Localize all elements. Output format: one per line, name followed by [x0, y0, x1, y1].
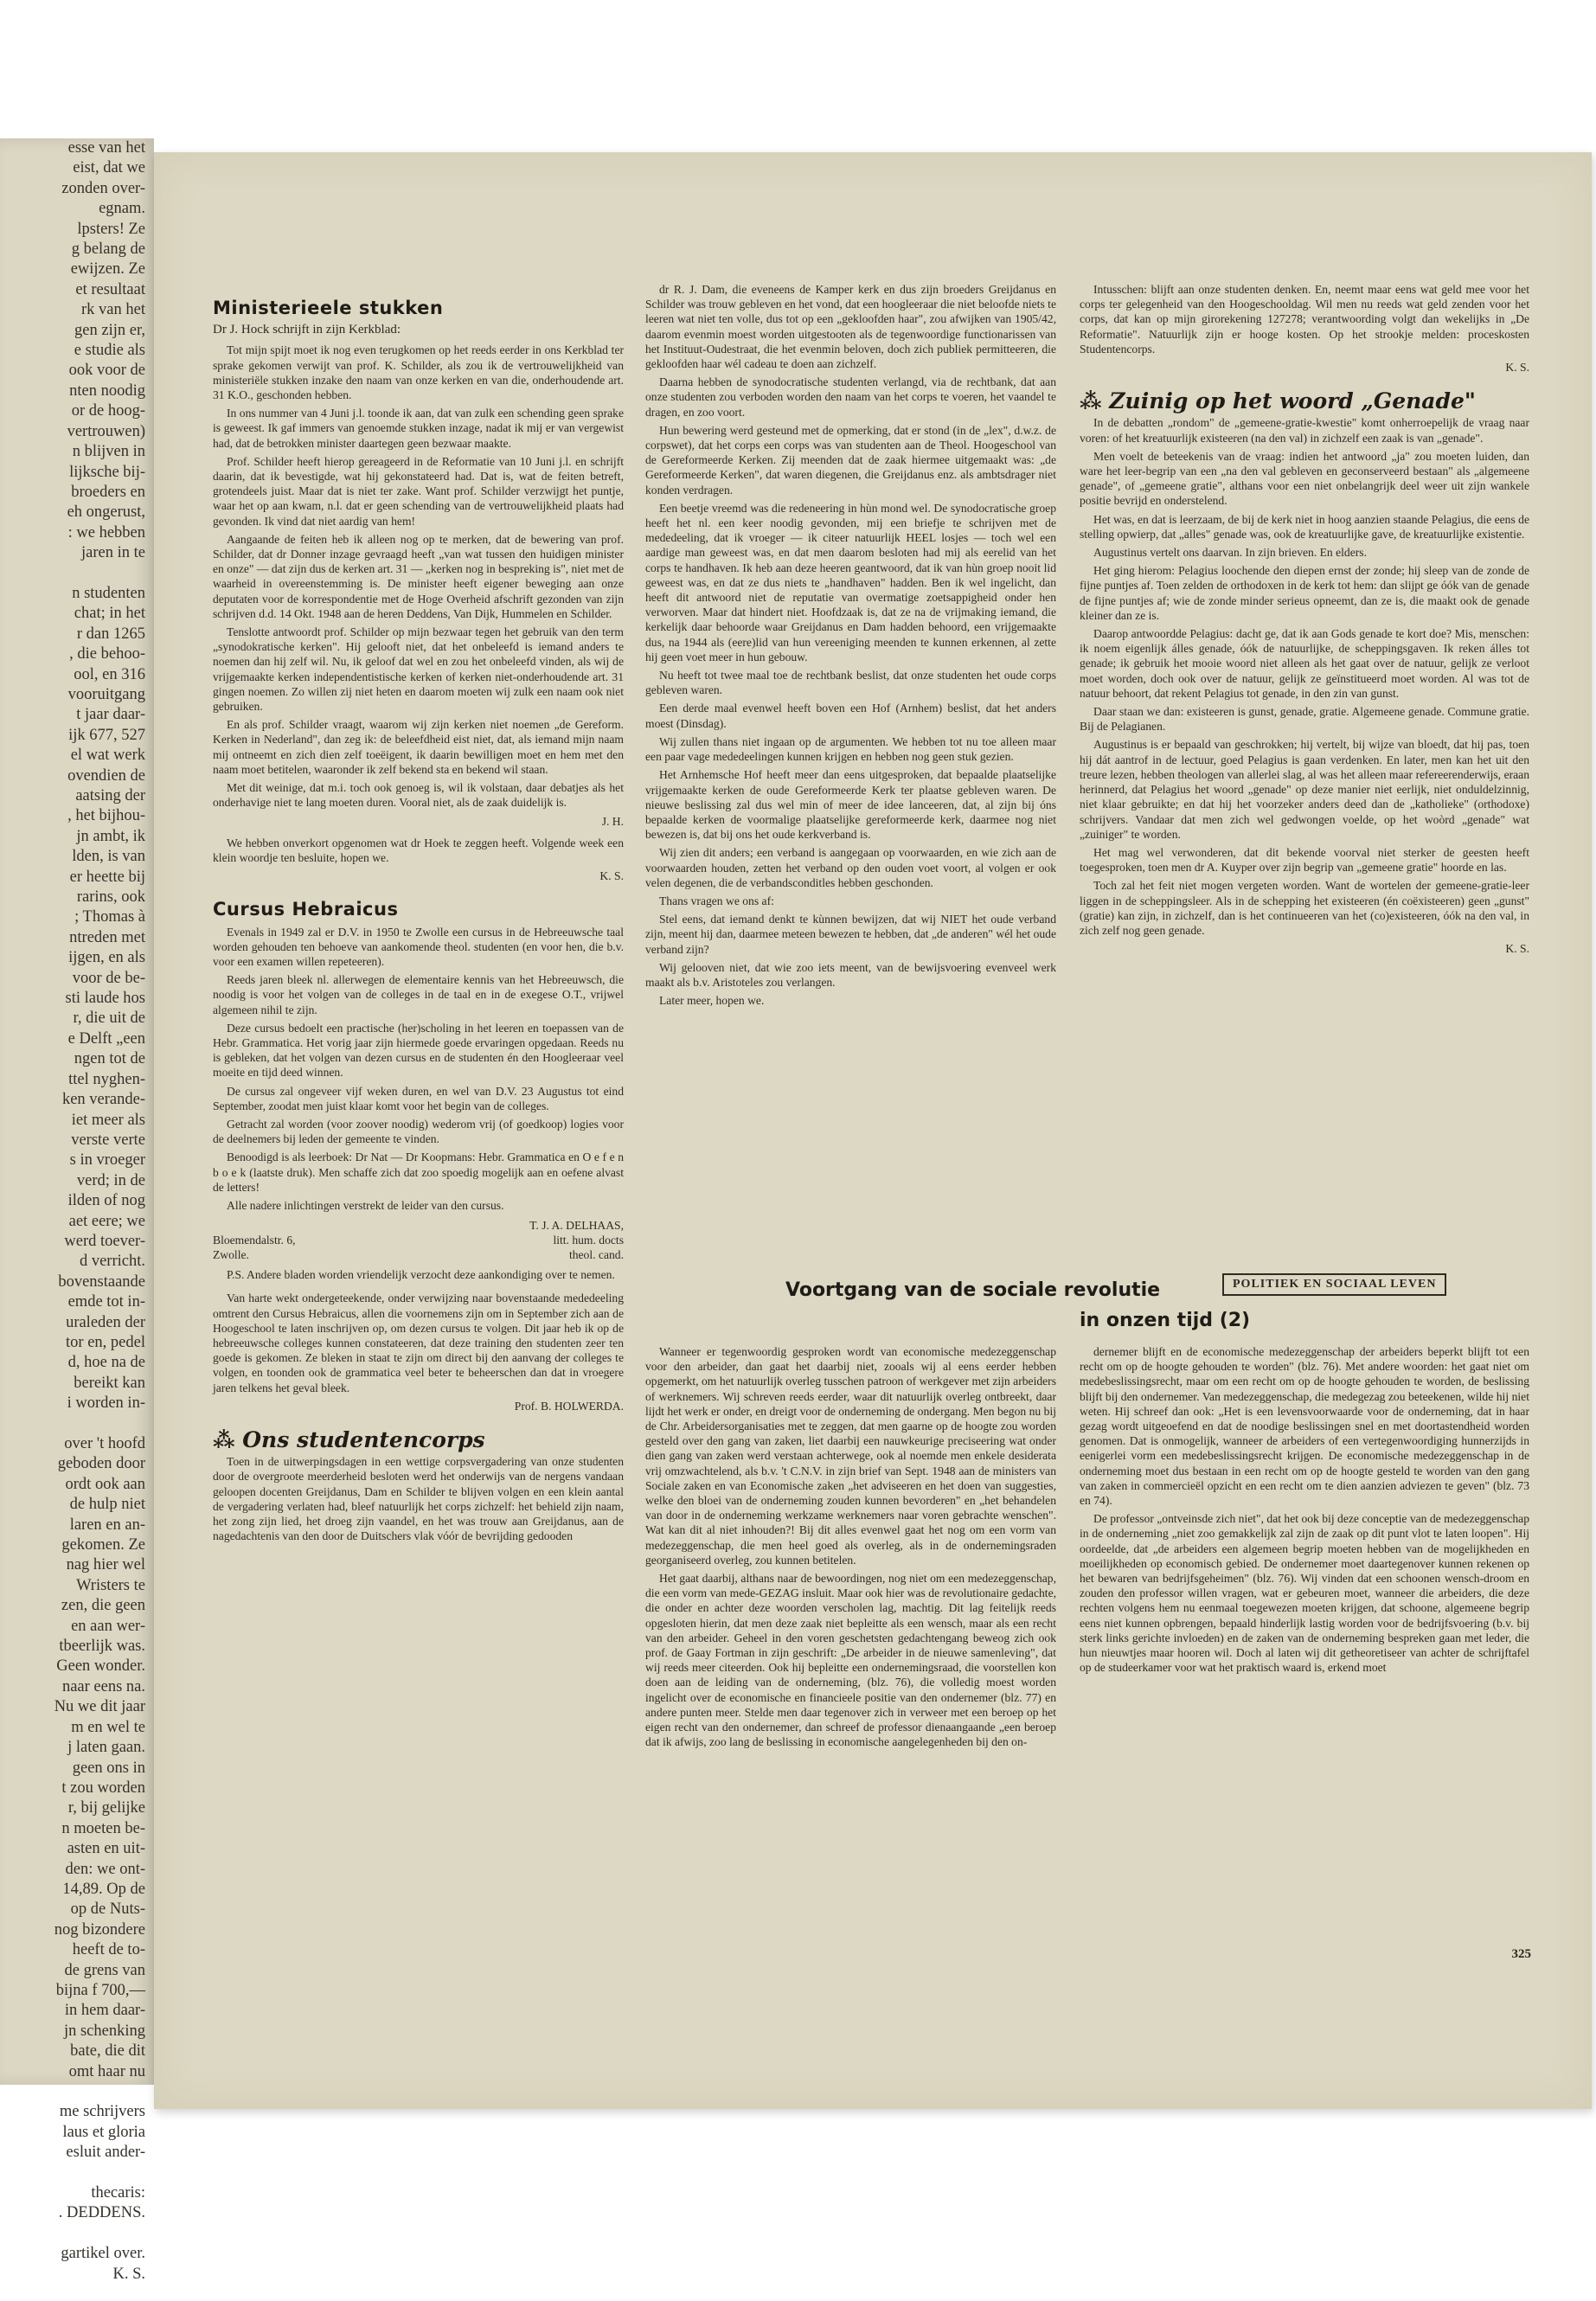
previous-page-line: voor de be-: [72, 969, 145, 987]
paragraph: Hun bewering werd gesteund met de opmerking, dat er stond (in de „lex", d.w.z. de corpswet), dat het corps een corps was van studenten aan de Theol. Hoogeschool van de Gereformeerde Kerken. Zij meenden dat de zaak hiermee uitgemaakt was: „de Gereformeerde Kerken", dat waren diegenen, die Greijdanus enz. als ambtsdrager niet konden verdragen.: [645, 423, 1056, 497]
paragraph: Het ging hierom: Pelagius loochende den diepen ernst der zonde; hij sleep van de zonde de fijne puntjes af. Toen zelden de orthodoxen in de kerk tot hem: dan slijpt ge óók van de genade de fijne puntjes af; wie de zonde minder serieus opneemt, dan ze is, die maakt ook de genade kleiner dan ze is.: [1080, 564, 1529, 622]
previous-page-line: , die behoo-: [69, 645, 145, 663]
article-title-hebraicus: Cursus Hebraicus: [213, 899, 399, 920]
paragraph: Augustinus vertelt ons daarvan. In zijn brieven. En elders.: [1093, 546, 1367, 560]
previous-page-line: ken verande-: [61, 1091, 145, 1109]
section-title-line2: in onzen tijd (2): [1080, 1310, 1251, 1331]
previous-page-line: Geen wonder.: [56, 1657, 145, 1676]
signature-address: Bloemendalstr. 6,: [213, 1234, 296, 1247]
previous-page-line: bovenstaande: [58, 1272, 145, 1291]
previous-page-line: ijk 677, 527: [68, 726, 145, 744]
previous-page-line: tor en, pedel: [66, 1333, 145, 1351]
paragraph: Wanneer er tegenwoordig gesproken wordt van economische medezeggenschap voor den arbeider, dan gaat het daarbij niet, zooals wij al eens eerder hebben opgemerkt, om het natuurlijk overleg tusschen patroon of werkgever met zijn arbeiders of werknemers. Wij schreven reeds eerder, waar dit natuurlijk overleg ontbreekt, daar lijdt het werk er onder, en dreigt voor de onderneming de ondergang. Men begon nu bij de Chr. Arbeidersorganisaties met te zeggen, dat men gaarne op de hoogte zou worden gesteld over den gang van zaken, liet daarbij een nauwkeurige preciseering wat onder dien gang van zaken werd verstaan achterwege, ook al noemde men enkele desiderata vrij omzwachtelend, als b.v. 't C.N.V. in zijn brief van Sept. 1948 aan de ministers van Sociale zaken en van Economische zaken „het adviseeren en het doen van suggesties, welke den bloei van de onderneming zouden kunnen bevorderen" en „het behandelen van door in de onderneming werkzame werknemers naar voren gebrachte wenschen". Wat kan dit al niet inhouden?! Bij dit alles evenwel gaat het nog om een vorm van medezeggenschap, die men heel goed als overleg, als in de ondernemingsraden georganiseerd overleg, zou kunnen betitelen.: [645, 1345, 1056, 1567]
signature-name: T. J. A. DELHAAS,: [529, 1219, 624, 1233]
previous-page-line: thecaris:: [91, 2184, 145, 2202]
previous-page-line: lden, is van: [72, 848, 145, 866]
previous-page-line: K. S.: [112, 2265, 145, 2283]
previous-page-line: verste verte: [71, 1131, 145, 1149]
asterism-icon: ⁂: [1080, 388, 1110, 414]
previous-page-line: nag hier wel: [66, 1556, 145, 1574]
previous-page-line: vertrouwen): [67, 422, 145, 440]
article-body: [213, 343, 624, 810]
paragraph: Het Arnhemsche Hof heeft meer dan eens uitgesproken, dat bepaalde plaatselijke vrijgemaakte kerken de oude Gereformeerde Kerk ter plaatse gebleven waren. De nieuwe beslissing zal dus wel min of meer de idee lanceeren, dat, al zijn bij óns bepaalde kerken de voormalige plaatselijke gereformeerde kerk, daarmee nog niet bewezen is, dat bij ons het oude kerkverband is.: [645, 768, 1056, 842]
previous-page-line: [0, 2224, 154, 2244]
paragraph: Aangaande de feiten heb ik alleen nog op te merken, dat de bewering van prof. Schilder, dat dr Donner inzage gevraagd heeft „van wat tussen den huidigen minister en onze" — dat zijn dus de kerken art. 31 — „kerken nog in bespreking is", niet met de waarheid in overeenstemming is. De minister heeft eigener beweging aan onze deputaten voor de korrespondentie met de Hoge Overheid afschrift gezonden van zijn schrijven d.d. 14 Okt. 1948 aan de heren Deddens, Van Dijk, Hummelen en Schilder.: [213, 532, 624, 620]
previous-page-line: laren en an-: [69, 1516, 145, 1534]
previous-page-edge: [0, 138, 154, 2283]
previous-page-line: n studenten: [72, 584, 145, 602]
previous-page-line: ewijzen. Ze: [70, 260, 145, 279]
previous-page-line: egnam.: [99, 200, 145, 218]
paragraph: Een beetje vreemd was die redeneering in hùn mond wel. De synodocratische groep heeft het nl. een keer noodig gevonden, mij een briefje te schrijven met de mededeeling, dat ik vroeger — ik citeer natuurlijk HEEL losjes — toch wel een aardige man geweest was, en dat men daarom besloten had mij als eerelid van het corps te handhaven. Ik heb aan deze heeren geantwoord, dat ik van hùn groep nooit lid geweest was, en dat ze dus niets te „handhaven" hadden. Ben ik wel ingelicht, dan heeft dit antwoord niet de reputatie van overmatige zoetsappigheid onder hen verworven. Maar dat hindert niet. Hoofdzaak is, dat ze na de vrijmaking iemand, die kerkelijk daar behoorde waar Greijdanus en Dam hadden behoord, een vrijgemaakte dus, na 1944 als (eere)lid van hun vereeniging meenden te kunnen erkennen, al zette hij geen voet meer in hun gebouw.: [645, 501, 1056, 663]
previous-page-line: [0, 564, 154, 584]
newspaper-page: [154, 152, 1592, 2109]
previous-page-line: asten en uit-: [67, 1840, 145, 1858]
section-rubric-box: POLITIEK EN SOCIAAL LEVEN: [1222, 1273, 1446, 1296]
previous-page-line: eist, dat we: [73, 159, 145, 177]
paragraph: De professor „ontveinsde zich niet", dat het ook bij deze conceptie van de medezeggenschap in de onderneming „niet zoo gemakkelijk zal zijn de zaak op dit punt vlot te laten loopen". Hij oordeelde, dat „de arbeiders een algemeen begrip moeten hebben van de mogelijkheden en moeilijkheden op economisch gebied. De ondernemer moet daartegenover kunnen rekenen op het bewaren van bedrijfsgeheimen" (blz. 76). Wij vinden dat een schoonen wensch-droom en zouden den professor willen vragen, wat er gebeuren moet, wanneer die arbeiders, die deze rechten volgens hem nu eenmaal toegewezen moeten krijgen, dat schoone, algemeene begrip eens niet kunnen opbrengen, bepaald hinderlijk lastig worden voor de bedrijfsvoering (b.v. bij sterk links gerichte invloeden) en de zaken van de onderneming bespreken gaan met leder, die hun nieuwtjes maar hooren wil. Doch al laten wij dit getheoretiseer van achter de schrijftafel op de studeerkamer voor wat het praktisch waard is, erkend moet: [1080, 1512, 1529, 1675]
signature-city: Zwolle.: [213, 1248, 249, 1262]
previous-page-line: sti laude hos: [65, 990, 145, 1008]
previous-page-line: tbeerlijk was.: [59, 1638, 145, 1656]
paragraph: dr R. J. Dam, die eveneens de Kamper kerk en dus zijn broeders Greijdanus en Schilder was trouw gebleven en het vond, dat een hoogleeraar die niet beloofde niets te leeren wat niet ten volle, dus tot op een „gekloofden haar", zou afwijken van 1905/42, daarom evenmin moest worden uitgestooten als de tegenwoordige functionarissen van het Instituut-Oudestraat, die het evenmin beloven, doch zich publiek permitteeren, die gekloofden haar wél cadeau te doen aan zichzelf.: [645, 283, 1056, 371]
previous-page-line: t zou worden: [61, 1779, 145, 1797]
asterism-icon: ⁂: [213, 1427, 243, 1452]
paragraph: Het was, en dat is leerzaam, de bij de kerk niet in hoog aanzien staande Pelagius, die eens de stelling opwierp, dat „alles" genade was, ook de kreatuurlijke gave, de kreatuurlijke existentie.: [1080, 512, 1529, 541]
paragraph: En als prof. Schilder vraagt, waarom wij zijn kerken niet noemen „de Gereform. Kerken in Nederland", dan zeg ik: de beleefdheid eist niet, dat, als iemand mijn naam mij ontneemt en zich dien zelf toeëigent, ik daarin bewilligen moet en hem met den naam moet betitelen, waaronder ik zelf bekend sta en bekend wil staan.: [213, 718, 624, 776]
previous-page-line: esse van het: [67, 139, 145, 157]
previous-page-line: ovendien de: [67, 766, 145, 785]
previous-page-line: ilden of nog: [67, 1192, 145, 1210]
previous-page-line: Nu we dit jaar: [54, 1698, 145, 1716]
paragraph: Het mag wel verwonderen, dat dit bekende voorval niet sterker de geesten heeft toegesproken, toen men dr A. Kuyper over zijn begrip van „gemeene gratie" hoorde en las.: [1080, 845, 1529, 875]
previous-page-line: rk van het: [81, 301, 145, 319]
previous-page-line: broeders en: [71, 483, 145, 501]
previous-page-line: e Delft „een: [67, 1029, 145, 1048]
previous-page-line: lpsters! Ze: [77, 220, 145, 238]
previous-page-line: uraleden der: [66, 1313, 145, 1331]
previous-page-line: zonden over-: [61, 179, 145, 197]
article-title-ministerieele: Ministerieele stukken: [213, 298, 444, 318]
previous-page-line: de grens van: [64, 1961, 145, 1979]
signoff: K. S.: [1505, 361, 1529, 375]
editor-note: We hebben onverkort opgenomen wat dr Hoek te zeggen heeft. Volgende week een klein woordje ten besluite, hopen we.: [213, 836, 624, 864]
previous-page-line: omt haar nu: [68, 2062, 145, 2080]
previous-page-line: d verricht.: [79, 1253, 145, 1271]
previous-page-line: i worden in-: [67, 1394, 145, 1413]
previous-page-line: verd; in de: [76, 1171, 145, 1189]
article-body-social-left: [645, 1344, 1056, 1753]
signature-title: theol. cand.: [568, 1248, 624, 1262]
previous-page-line: et resultaat: [75, 280, 145, 298]
previous-page-line: esluit ander-: [66, 2144, 145, 2162]
previous-page-line: ool, en 316: [74, 665, 145, 683]
paragraph: Toen in de uitwerpingsdagen in een wettige corpsvergadering van onze studenten door de overgroote meerderheid besloten werd het onderwijs van de nergens vandaan geloopen docenten Greijdanus, Dam en Schilder te blijven volgen en een klein aantal de vergadering verlaten had, bleef natuurlijk het corps zichzelf: het behield zijn naam, het zong zijn lied, het droeg zijn vaandel, en het was trouw aan Greijdanus, aan de nagedachtenis van den door de Duitschers vlak vóór de bevrijding gedooden: [213, 1455, 624, 1543]
signoff: Prof. B. HOLWERDA.: [514, 1399, 624, 1413]
previous-page-line: Wristers te: [76, 1576, 145, 1594]
previous-page-line: ; Thomas à: [74, 908, 145, 926]
previous-page-line: t jaar daar-: [76, 706, 145, 724]
previous-page-line: en aan wer-: [71, 1617, 145, 1635]
previous-page-line: ook voor de: [68, 362, 145, 380]
paragraph: Alle nadere inlichtingen verstrekt de leider van den cursus.: [227, 1198, 504, 1212]
column-right: [1080, 282, 1529, 963]
paragraph: Benoodigd is als leerboek: Dr Nat — Dr Koopmans: Hebr. Grammatica en O e f e n b o e k (laatste druk). Men schaffe zich dat zoo spoedig mogelijk aan en oefene alvast de letters!: [213, 1150, 624, 1194]
paragraph: Men voelt de beteekenis van de vraag: indien het antwoord „ja" zou moeten luiden, dan ware het leer-begrip van een „na den val gebleven en geconserveerd bestaan" als „algemeene genade", of „gemeene gratie", althans voor een niet onbelangrijk deel weer uit zijn wankele positie bevrijd en onderstelend.: [1080, 449, 1529, 508]
previous-page-line: chat; in het: [74, 605, 145, 623]
paragraph: Wij zullen thans niet ingaan op de argumenten. We hebben tot nu toe alleen maar een paar vage mededeelingen kunnen krijgen en hebben nog geen stuk gezien.: [645, 734, 1056, 764]
signature-title: litt. hum. docts: [553, 1234, 624, 1247]
previous-page-line: gekomen. Ze: [61, 1536, 145, 1554]
paragraph: Getracht zal worden (voor zoover noodig) wederom vrij (of goedkoop) logies voor de deelnemers bij leden der gemeente te vinden.: [213, 1117, 624, 1146]
paragraph: Intusschen: blijft aan onze studenten denken. En, neemt maar eens wat geld mee voor het corps ter gelegenheid van den Hoogeschooldag. Wil men nu reeds wat geld zenden voor het corps, dat kan op mijn girorekening 127278; verantwoording volgt dan wekelijks in „De Reformatie". Natuurlijk zijn er hooge kosten. Op het strookje melden: proceskosten Studentencorps.: [1080, 283, 1529, 356]
previous-page-line: ngen tot de: [74, 1050, 145, 1068]
paragraph: De cursus zal ongeveer vijf weken duren, en wel van D.V. 23 Augustus tot eind September, zoodat men juist klaar komt voor het begin van de colleges.: [213, 1084, 624, 1112]
paragraph: Prof. Schilder heeft hierop gereageerd in de Reformatie van 10 Juni j.l. en schrijft daarin, dat ik bevestigde, wat hij gekonstateerd had. Dat is, wat de feiten betreft, grotendeels juist. Maar dat is niet ter zake. Want prof. Schilder verzwijgt het puntje, waar het op aan kwam, n.l. dat er geen schending van de vertrouwelijkheid plaats had gevonden. Ik vind dat niet aardig van hem!: [213, 454, 624, 528]
column-left: [213, 282, 624, 1547]
paragraph: Tot mijn spijt moet ik nog even terugkomen op het reeds eerder in ons Kerkblad ter sprake gekomen verwijt van prof. K. Schilder, als zou ik de vertrouwelijkheid van ministeriële stukken inzake den naam van onze kerken en van die, onderhoudende art. 31 K.O., geschonden hebben.: [213, 343, 624, 402]
previous-page-line: gartikel over.: [61, 2245, 145, 2263]
previous-page-line: r, bij gelijke: [67, 1799, 145, 1817]
paragraph: Evenals in 1949 zal er D.V. in 1950 te Zwolle een cursus in de Hebreeuwsche taal worden gehouden ten behoeve van aankomende theol. studenten (en voor hen, die b.v. voor een examen willen repeteeren).: [213, 925, 624, 968]
previous-page-line: . DEDDENS.: [58, 2204, 145, 2222]
previous-page-line: lijksche bij-: [69, 463, 145, 481]
signature-block: [213, 1218, 624, 1262]
previous-page-line: aet eere; we: [68, 1212, 145, 1230]
postscript: P.S. Andere bladen worden vriendelijk verzocht deze aankondiging over te nemen.: [227, 1268, 615, 1282]
paragraph: In de debatten „rondom" de „gemeene-gratie-kwestie" komt onherroepelijk de vraag naar voren: of het kreatuurlijk existeeren (na den val) in zichzelf een zaak is van „genade".: [1080, 416, 1529, 445]
previous-page-line: ttel nyghen-: [68, 1070, 145, 1088]
paragraph: Thans vragen we ons af:: [659, 894, 774, 907]
previous-page-line: eh ongerust,: [67, 503, 145, 522]
previous-page-line: emde tot in-: [67, 1293, 145, 1311]
previous-page-line: m en wel te: [71, 1718, 145, 1736]
previous-page-line: aatsing der: [75, 787, 145, 804]
article-title-studentencorps: ⁂ Ons studentencorps: [213, 1427, 485, 1452]
previous-page-line: j laten gaan.: [67, 1739, 145, 1757]
previous-page-line: 14,89. Op de: [62, 1880, 145, 1898]
previous-page-line: bereikt kan: [74, 1374, 145, 1392]
previous-page-line: geen ons in: [72, 1759, 145, 1777]
previous-page-line: n moeten be-: [61, 1819, 145, 1837]
previous-page-line: r, die uit de: [73, 1009, 145, 1028]
paragraph: Daar staan we dan: existeeren is gunst, genade, gratie. Algemeene genade. Commune gratie. Bij de Pelagianen.: [1080, 705, 1529, 734]
previous-page-line: [0, 2163, 154, 2183]
section-title-line1: Voortgang van de sociale revolutie: [785, 1279, 1161, 1301]
previous-page-line: r dan 1265: [76, 625, 145, 643]
signoff: K. S.: [599, 869, 624, 883]
column-middle: [645, 282, 1056, 1011]
previous-page-line: jn ambt, ik: [76, 827, 145, 845]
signoff: K. S.: [1505, 942, 1529, 956]
previous-page-line: naar eens na.: [61, 1677, 145, 1695]
previous-page-line: nten noodig: [69, 381, 145, 400]
paragraph: Later meer, hopen we.: [659, 994, 765, 1008]
previous-page-line: nog bizondere: [54, 1920, 145, 1939]
previous-page-line: over 't hoofd: [64, 1435, 145, 1452]
paragraph: Het gaat daarbij, althans naar de bewoordingen, nog niet om een medezeggenschap, die een vorm van mede-GEZAG insluit. Maar ook hier was de revolutionaire gedachte, die onder en achter deze woorden verscholen lag, machtig. Dit lag feitelijk reeds opgesloten hierin, dat men deze zaak niet bepleitte als een wensch, maar als een recht van den arbeider. Geheel in den voren geschetsten gedachtengang beweog zich ook prof. de Gaay Fortman in zijn geschrift: „De arbeider in de nieuwe samenleving", dat wij reeds meer citeerden. Ook hij bepleitte een ondernemingsraad, die voorstellen kon doen aan de leiding van de onderneming, (blz. 76), die volledig moest worden ingelicht over de economische en financieele positie van den ondernemer (blz. 77) en andere punten meer. Stelde men daar tegenover zich in verweer met een beroep op het eigen recht van den ondernemer, dan schreef de professor dienaangaande „een beroep dat ik afwijs, zoo lang de beslissing in economische aangelegenheden bij den on-: [645, 1572, 1056, 1749]
previous-page-line: g belang de: [71, 240, 145, 259]
previous-page-line: op de Nuts-: [70, 1900, 145, 1919]
previous-page-line: : we hebben: [67, 523, 145, 542]
previous-page-line: zen, die geen: [61, 1597, 145, 1615]
previous-page-line: n blijven in: [72, 443, 145, 461]
previous-page-line: ordt ook aan: [65, 1475, 145, 1493]
previous-page-line: d, hoe na de: [67, 1354, 145, 1372]
paragraph: Daarna hebben de synodocratische studenten verlangd, via de rechtbank, dat aan onze studenten zou verboden worden den naam van het corps te voeren, het vaandel te dragen, en zoo voort.: [645, 375, 1056, 419]
article-body: [1080, 415, 1529, 938]
paragraph: Een derde maal evenwel heeft boven een Hof (Arnhem) beslist, dat het anders moest (Dinsdag).: [645, 702, 1056, 730]
previous-page-line: er heette bij: [69, 868, 145, 886]
paragraph: Nu heeft tot twee maal toe de rechtbank beslist, dat onze studenten het oude corps gebleven waren.: [645, 669, 1056, 697]
article-body: [645, 282, 1056, 1008]
previous-page-line: den: we ont-: [65, 1860, 145, 1878]
previous-page-line: bate, die dit: [70, 2042, 145, 2061]
previous-page-line: rarins, ook: [76, 888, 145, 907]
paragraph: Met dit weinige, dat m.i. toch ook genoeg is, wil ik volstaan, daar debatjes als het onderhavige niet te lang moeten duren. Vooral niet, als de zaak duidelijk is.: [213, 781, 624, 810]
byline: Dr J. Hock schrijft in zijn Kerkblad:: [213, 323, 401, 337]
previous-page-line: el wat werk: [70, 747, 145, 765]
paragraph: In ons nummer van 4 Juni j.l. toonde ik aan, dat van zulk een schending geen sprake is geweest. Ik gaf immers van genoemde stukken inzage, nadat ik mij er van vergewist had, dat de betrokken minister daartegen geen bezwaar maakte.: [213, 407, 624, 450]
paragraph: Augustinus is er bepaald van geschrokken; hij vertelt, bij wijze van bloedt, dat hij pas, toen hij dát aantrof in de lectuur, goed Pelagius is gaan verdenken. En later, men kan het uit den treure lezen, hebben theologen van allerlei slag, al was het alleen maar refereerenderwijs, eraan herinnerd, dat Pelagius het woord „genade" op deze manier niet eerlijk, niet onduldelzinnig, niet klaar gebruikte; en dat hij het voorzeker anders deed dan de „katholieke" (orthodoxe) schrijvers. Vandaar dat men zich wel gedwongen voelde, op het woòrd „genade" wat „zuiniger" te worden.: [1080, 738, 1529, 841]
paragraph: Wij zien dit anders; een verband is aangegaan op voorwaarden, en wie zich aan de voorwaarden houden, zetten het verband op den ouden voet voort, al volgen er ook velen degenen, die de verbandsconditles hebben geschonden.: [645, 846, 1056, 889]
previous-page-line: geboden door: [57, 1455, 145, 1473]
previous-page-line: e studie als: [74, 342, 145, 360]
previous-page-line: de hulp niet: [69, 1496, 145, 1514]
signoff: J. H.: [601, 814, 624, 828]
previous-page-line: ntreden met: [69, 928, 145, 946]
previous-page-line: bijna f 700,—: [55, 1981, 145, 1999]
page-number: 325: [1511, 1947, 1531, 1961]
previous-page-line: ijgen, en als: [68, 949, 145, 967]
previous-page-line: laus et gloria: [62, 2123, 145, 2141]
article-title-genade: ⁂ Zuinig op het woord „Genade": [1080, 388, 1476, 414]
paragraph: Deze cursus bedoelt een practische (her)scholing in het leeren en toepassen van de Hebr. Grammatica. Het vorig jaar zijn hiermede goede ervaringen opgedaan. Reeds nu is gebleken, dat het volgen van dezen cursus en de studenten én den Hoogleeraar veel moeite en tijd deed winnen.: [213, 1021, 624, 1080]
previous-page-line: heeft de to-: [72, 1941, 145, 1959]
article-body: [213, 925, 624, 1214]
endorsement: Van harte wekt ondergeteekende, onder verwijzing naar bovenstaande mededeeling omtrent den Cursus Hebraicus, allen die voornemens zijn om in September zich aan de Hoogeschool te laten inschrijven op, om dezen cursus te volgen. Dit jaar heb ik op de hebreeuwsche colleges kunnen constateeren, dat deze training den studenten zeer ten goede is gekomen. Ze bleken in staat te zijn om direct bij den aanvang der colleges te volgen, en toonden ook de grammatica veel beter te beheerschen dan dat in vroegere jaren telkens het geval bleek.: [213, 1292, 624, 1394]
paragraph: Stel eens, dat iemand denkt te kùnnen bewijzen, dat wij NIET het oude verband zijn, meent hij dan, daarmee meteen bewezen te hebben, dat „de anderen" wél het oude verband zijn?: [645, 913, 1056, 956]
previous-page-line: s in vroeger: [69, 1151, 145, 1170]
previous-page-line: werd toever-: [64, 1232, 145, 1250]
previous-page-line: or de hoog-: [71, 402, 145, 420]
paragraph: Tenslotte antwoordt prof. Schilder op mijn bezwaar tegen het gebruik van den term „synodokratische kerken". Hij gelooft niet, dat het onbeleefd is iemand anders te noemen dan hij zelf wil. Nu, ik geloof dat wel en zou het onbeleefd vinden, als wij de vrijgemaakte kerken independentistische kerken of kerken niet-onderhoudende art. 31 gingen noemen. Zo willen zij niet heten en daarom moeten wij zulk een naam ook niet gebruiken.: [213, 625, 624, 714]
previous-page-line: jaren in te: [81, 544, 145, 562]
previous-page-line: me schrijvers: [59, 2103, 145, 2121]
previous-page-line: [0, 1414, 154, 1434]
article-body: [1080, 282, 1529, 356]
paragraph: Toch zal het feit niet mogen vergeten worden. Want de wortelen der gemeene-gratie-leer liggen in de scheppingsleer. Als in de schepping het existeeren (én coëxisteeren) geen „gunst" (gratie) kan zijn, in zichzelf, dan is het continueeren van het (co)existeeren, óók na den val, in zich zelf nog geen genade.: [1080, 879, 1529, 937]
paragraph: Daarop antwoordde Pelagius: dacht ge, dat ik aan Gods genade te kort doe? Mis, menschen: ik noem eigenlijk álles genade, óók de natuurlijke, de scheppingsgaven. Ik reken álles tot genade; ik gebruik het mooie woord niet alleen als het gaat over de natuur, gelijk ze verloot moet worden, doch ook over de natuur, gelijk ze geïnstitueerd moet worden. Al was tot de natuur behoort, dat rekent Pelagius tot genade, in den zin van gunst.: [1080, 627, 1529, 700]
previous-page-line: in hem daar-: [64, 2002, 145, 2020]
paragraph: Reeds jaren bleek nl. allerwegen de elementaire kennis van het Hebreeuwsch, die noodig is voor het volgen van de colleges in de taal en in de exegese O.T., vrijwel algemeen nihil te zijn.: [213, 973, 624, 1016]
previous-page-line: [0, 2082, 154, 2102]
paragraph: Wij gelooven niet, dat wie zoo iets meent, van de bewijsvoering evenveel werk maakt als b.v. Aristoteles zou verlangen.: [645, 960, 1056, 989]
paragraph: dernemer blijft en de economische medezeggenschap der arbeiders beperkt blijft tot een recht om op de hoogte gehouden te worden" (blz. 76). Met andere woorden: het gaat niet om medebeslissingsrecht, maar om een recht om op de hoogte gehouden te worden, de beslissing blijft bij den ondernemer. Van medezeggenschap, die medegezag zou beteekenen, wilde hij niet weten. Hij schreef dan ook: „Het is een levensvoorwaarde voor de onderneming, dat in haar gezag wordt uitgeoefend en dat de noodige beslissingen snel en met doortastendheid worden genomen. Dat is onmogelijk, wanneer de arbeiders of een vertegenwoordiging hunnerzijds in eenigerlei vorm een medebeslissingsrecht krijgen. De economische medezeggenschap in de onderneming moet dus bestaan in een recht om op de hoogte gesteld te worden van den gang van zaken in commercieël opzicht en een recht om te dien aanzien adviezen te geven" (blz. 73 en 74).: [1080, 1345, 1529, 1508]
previous-page-line: iet meer als: [71, 1111, 145, 1129]
previous-page-line: , het bijhou-: [67, 807, 145, 825]
article-body: [213, 1454, 624, 1543]
previous-page-line: jn schenking: [63, 2022, 145, 2040]
previous-page-line: gen zijn er,: [74, 321, 145, 339]
previous-page-line: vooruitgang: [67, 685, 145, 703]
article-body-social-right: [1080, 1344, 1529, 1678]
